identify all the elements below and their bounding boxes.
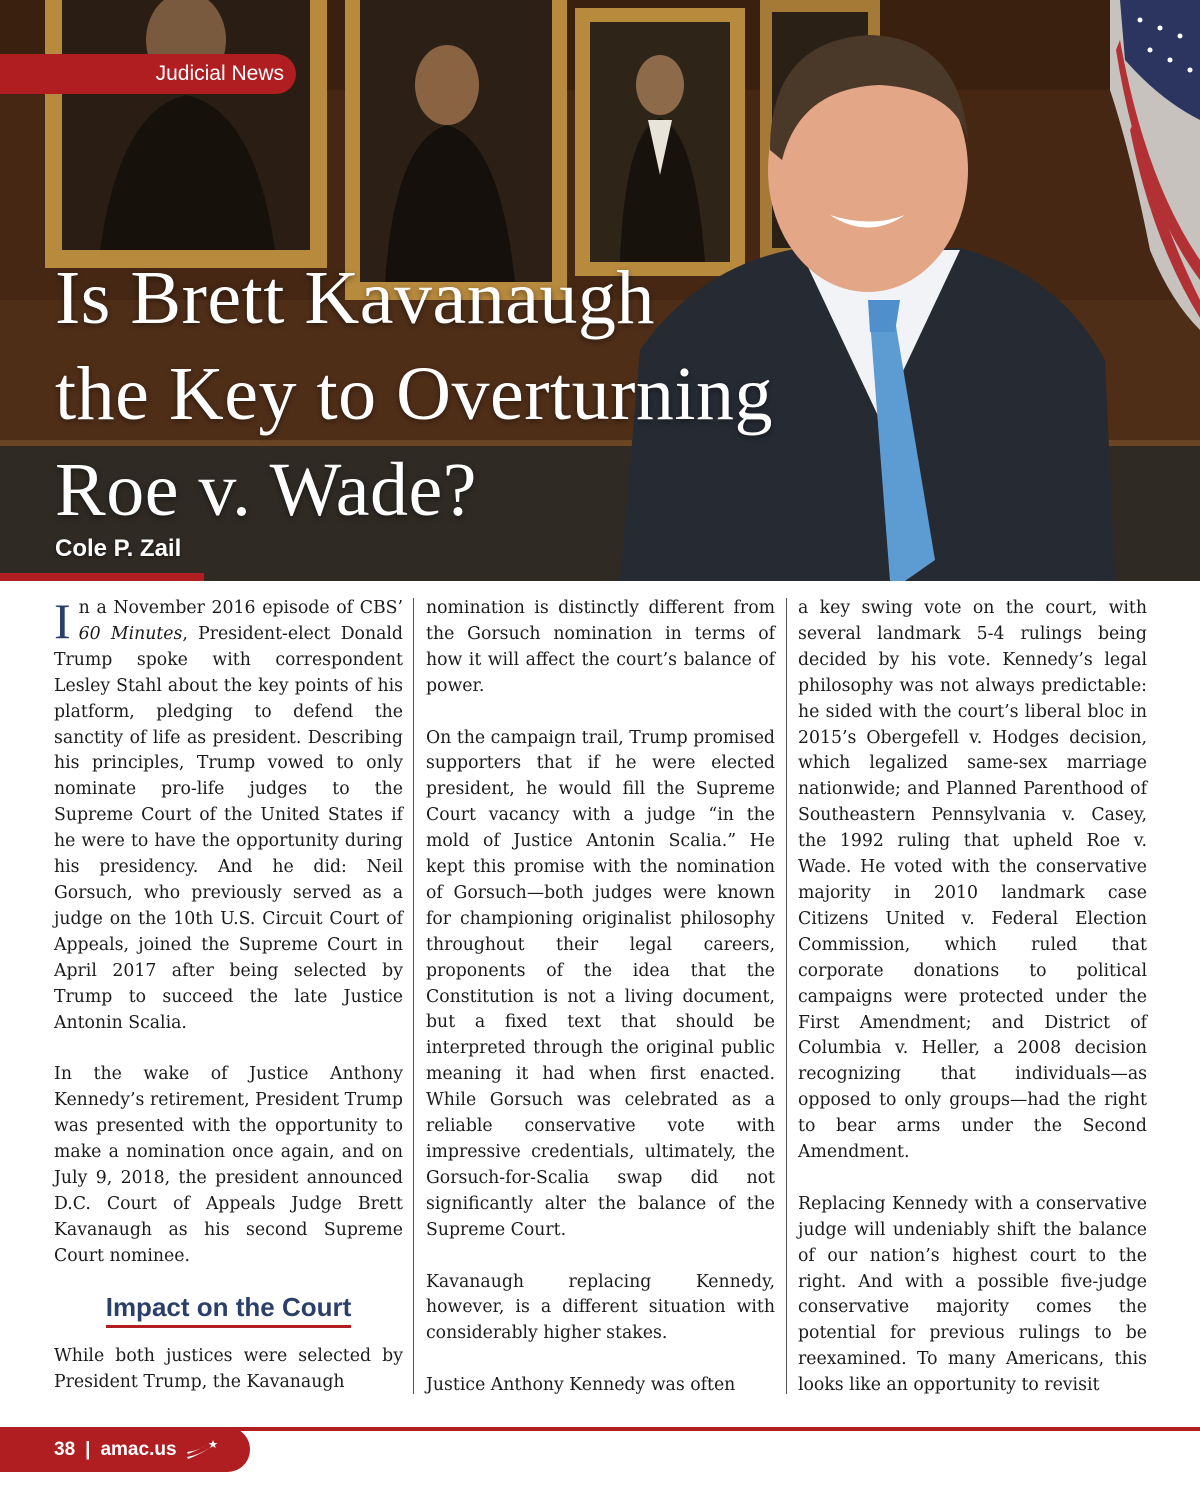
site-link[interactable]: amac.us xyxy=(100,1438,177,1460)
show-title: 60 Minutes xyxy=(78,623,183,644)
portrait-frame-3 xyxy=(575,8,745,276)
paragraph: Kavanaugh replacing Kennedy, however, is a different situation with considerably higher stakes. xyxy=(426,1271,775,1344)
paragraph xyxy=(54,593,403,1036)
page-number: 38 xyxy=(54,1438,76,1460)
subheading-text: Impact on the Court xyxy=(106,1295,352,1328)
paragraph-text: n a November 2016 episode of CBS’ xyxy=(78,598,403,618)
paragraph: Replacing Kennedy with a conservative judge will undeniably shift the balance of our nation’s highest court to the right. And with a possible five-judge conservative majority comes the potential for previous rulings to be reexamined. To many Americans, this looks like an opportunity to revisit xyxy=(798,1193,1147,1396)
section-tag: Judicial News xyxy=(0,54,296,94)
headline-line-1: Is Brett Kavanaugh xyxy=(55,256,655,340)
paragraph: nomination is distinctly different from the Gorsuch nomination in terms of how it will affect the court’s balance of power. xyxy=(426,598,775,696)
article-column-1 xyxy=(54,593,403,1422)
amac-swoosh-star-icon xyxy=(185,1439,219,1461)
portrait-frame-1 xyxy=(45,0,327,268)
headline-line-2: the Key to Overturning xyxy=(55,352,774,436)
paragraph: While both justices were selected by President Trump, the Kavanaugh xyxy=(54,1346,403,1393)
headline-line-3: Roe v. Wade? xyxy=(55,448,477,532)
headline xyxy=(55,250,773,538)
paragraph: a key swing vote on the court, with several landmark 5-4 rulings being decided by his vote. Kennedy’s legal philosophy was not always predictable: he sided with the court’s liberal bloc in 2015’s Obergefell v. Hodges decision, which legalized same-sex marriage nationwide; and Planned Parenthood of Southeastern Pennsylvania v. Casey, the 1992 ruling that upheld Roe v. Wade. He voted with the conservative majority in 2010 landmark case Citizens United v. Federal Election Commission, which ruled that corporate donations to political campaigns were protected under the First Amendment; and District of Columbia v. Heller, a 2008 decision recognizing that individuals—as opposed to only groups—had the right to bear arms under the Second Amendment. xyxy=(798,598,1147,1163)
paragraph-text: , President-elect Donald Trump spoke with correspondent Lesley Stahl about the key points of his platform, pledging to defend the sanctity of life as president. Describing his principles, Trump vowed to only nominate pro-life judges to the Supreme Court of the United States if he were to have the opportunity during his presidency. And he did: Neil Gorsuch, who previously served as a judge on the 10th U.S. Circuit Court of Appeals, joined the Supreme Court in April 2017 after being selected by Trump to succeed the late Justice Antonin Scalia. xyxy=(54,623,403,1033)
footer-tab xyxy=(0,1427,250,1472)
column-divider xyxy=(413,598,414,1394)
article-column-3 xyxy=(798,596,1147,1425)
hero-image xyxy=(0,0,1200,581)
paragraph: Justice Anthony Kennedy was often xyxy=(426,1375,736,1396)
footer-separator: | xyxy=(85,1438,91,1460)
byline: Cole P. Zail xyxy=(55,535,182,562)
paragraph: In the wake of Justice Anthony Kennedy’s retirement, President Trump was presented with the opportunity to make a nomination once again, and on July 9, 2018, the president announced D.C. Court of Appeals Judge Brett Kavanaugh as his second Supreme Court nominee. xyxy=(54,1064,403,1266)
paragraph: On the campaign trail, Trump promised supporters that if he were elected president, he would fill the Supreme Court vacancy with a judge “in the mold of Justice Antonin Scalia.” He kept this promise with the nomination of Gorsuch—both judges were known for championing originalist philosophy throughout their legal careers, proponents of the idea that the Constitution is not a living document, but a fixed text that should be interpreted through the original public meaning it had when first enacted. While Gorsuch was celebrated as a reliable conservative vote with impressive credentials, ultimately, the Gorsuch-for-Scalia swap did not significantly alter the balance of the Supreme Court. xyxy=(426,727,775,1240)
drop-cap: I xyxy=(54,593,71,649)
byline-underline xyxy=(0,573,204,581)
article-column-2 xyxy=(426,596,775,1425)
column-divider xyxy=(786,598,787,1394)
subheading xyxy=(54,1292,403,1328)
